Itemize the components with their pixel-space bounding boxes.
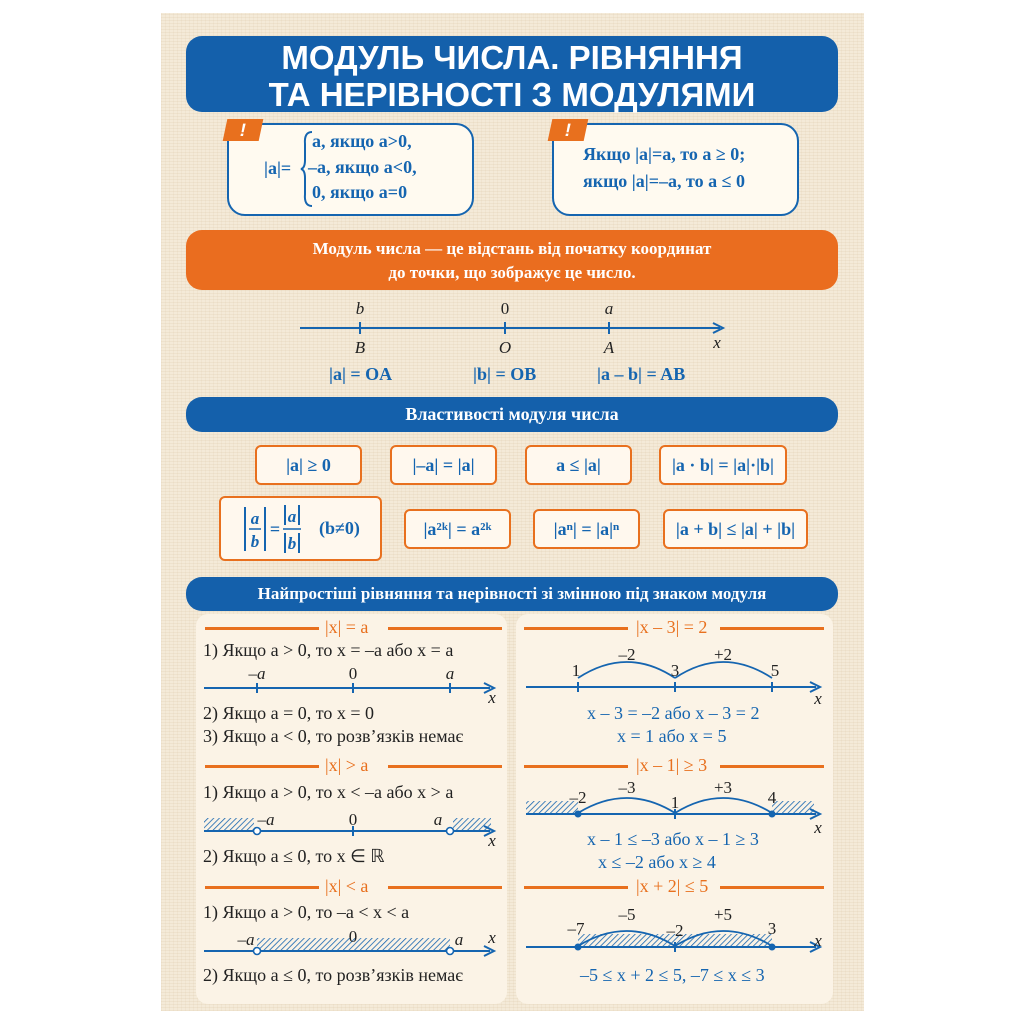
exclamation-icon: ! bbox=[548, 119, 589, 141]
ex3-arc-minus: –5 bbox=[618, 905, 636, 924]
ex1-rule-right bbox=[720, 627, 824, 630]
ex1-axis-x: x bbox=[814, 689, 822, 708]
definition-case-3: 0, якщо a=0 bbox=[312, 182, 408, 202]
ex3-rule-left bbox=[524, 886, 628, 889]
ex1-title: |x – 3| = 2 bbox=[636, 617, 708, 637]
svg-text:a: a bbox=[287, 506, 297, 526]
eq3-rule-right bbox=[388, 886, 502, 889]
property-product: |a · b| = |a|·|b| bbox=[659, 445, 787, 485]
ex3-title: |x + 2| ≤ 5 bbox=[636, 876, 709, 896]
svg-text:b: b bbox=[287, 533, 297, 553]
ex1-tick-1: 1 bbox=[571, 661, 581, 680]
definition-lhs: |a|= bbox=[264, 158, 292, 178]
eq2-number-line bbox=[198, 805, 506, 849]
eq2-tick-zero: 0 bbox=[348, 810, 358, 829]
distance-banner bbox=[186, 230, 838, 290]
eq2-case-1: 1) Якщо a > 0, то x < –a або x > a bbox=[203, 782, 454, 802]
ex1-arc-plus: +2 bbox=[713, 645, 733, 664]
ex2-tick-neg2: –2 bbox=[569, 788, 587, 807]
eq3-axis-x: x bbox=[488, 928, 496, 947]
axis-point-A: A bbox=[603, 338, 615, 357]
axis-label-zero: 0 bbox=[500, 299, 510, 318]
property-power: |aⁿ| = |a|ⁿ bbox=[533, 509, 640, 549]
ex1-number-line bbox=[520, 640, 830, 710]
eq3-title: |x| < a bbox=[325, 876, 369, 896]
eq3-tick-zero: 0 bbox=[348, 927, 358, 946]
axis-x-label: x bbox=[713, 333, 721, 352]
eq1-axis-x: x bbox=[488, 688, 496, 704]
eq3-tick-neg-a: –a bbox=[237, 930, 255, 949]
svg-text:=: = bbox=[269, 518, 281, 539]
title-line-1: МОДУЛЬ ЧИСЛА. РІВНЯННЯ bbox=[281, 39, 743, 76]
ex2-arc-minus: –3 bbox=[618, 778, 636, 797]
ex1-result-1: x – 3 = –2 або x – 3 = 2 bbox=[587, 703, 760, 723]
eq3-rule-left bbox=[205, 886, 319, 889]
axis-point-O: O bbox=[498, 338, 512, 357]
ex1-tick-5: 5 bbox=[770, 661, 780, 680]
eq3-number-line bbox=[198, 925, 506, 969]
ex2-result-2: x ≤ –2 або x ≥ 4 bbox=[598, 852, 716, 872]
quotient-formula bbox=[241, 501, 311, 557]
quotient-condition: (b≠0) bbox=[319, 518, 360, 538]
ex3-axis-x: x bbox=[814, 931, 822, 950]
property-quotient bbox=[219, 496, 382, 561]
distance-line-1: Модуль числа — це відстань від початку координат bbox=[312, 239, 712, 258]
property-opposite: |–a| = |a| bbox=[390, 445, 497, 485]
eq1-number-line bbox=[198, 662, 506, 704]
eq1-case-3: 3) Якщо a < 0, то розв’язків немає bbox=[203, 726, 464, 746]
eq1-tick-a: a bbox=[445, 664, 455, 683]
ex1-tick-3: 3 bbox=[670, 661, 680, 680]
ex2-axis-x: x bbox=[814, 818, 822, 837]
ex1-rule-left bbox=[524, 627, 628, 630]
ex2-arc-plus: +3 bbox=[713, 778, 733, 797]
eq2-case-2: 2) Якщо a ≤ 0, то x ∈ ℝ bbox=[203, 846, 385, 866]
definition-case-2: –a, якщо a<0, bbox=[308, 157, 417, 177]
distance-eq-oa: |a| = OA bbox=[329, 364, 393, 384]
axis-label-b: b bbox=[355, 299, 365, 318]
eq1-case-1: 1) Якщо a > 0, то x = –a або x = a bbox=[203, 640, 454, 660]
eq3-case-1: 1) Якщо a > 0, то –a < x < a bbox=[203, 902, 410, 922]
ex3-tick-neg7: –7 bbox=[567, 919, 585, 938]
eq1-tick-neg-a: –a bbox=[248, 664, 266, 683]
rule-line-1: Якщо |a|=a, то a ≥ 0; bbox=[583, 144, 746, 164]
eq3-case-2: 2) Якщо a ≤ 0, то розв’язків немає bbox=[203, 965, 463, 985]
simplest-banner: Найпростіші рівняння та нерівності зі змінною під знаком модуля bbox=[186, 577, 838, 611]
eq1-tick-zero: 0 bbox=[348, 664, 358, 683]
svg-text:a: a bbox=[250, 508, 260, 528]
rule-box bbox=[552, 123, 799, 216]
ex3-tick-3: 3 bbox=[767, 919, 777, 938]
eq1-rule-left bbox=[205, 627, 319, 630]
ex1-arc-minus: –2 bbox=[618, 645, 636, 664]
properties-banner: Властивості модуля числа bbox=[186, 397, 838, 432]
ex3-result-1: –5 ≤ x + 2 ≤ 5, –7 ≤ x ≤ 3 bbox=[580, 965, 765, 985]
distance-eq-ob: |b| = OB bbox=[473, 364, 537, 384]
eq2-tick-a: a bbox=[433, 810, 443, 829]
ex2-number-line bbox=[520, 775, 830, 837]
property-nonnegative: |a| ≥ 0 bbox=[255, 445, 362, 485]
eq2-axis-x: x bbox=[488, 831, 496, 849]
title-banner bbox=[186, 36, 838, 112]
property-less-than: a ≤ |a| bbox=[525, 445, 632, 485]
ex2-rule-left bbox=[524, 765, 628, 768]
ex3-number-line bbox=[520, 896, 830, 958]
property-triangle: |a + b| ≤ |a| + |b| bbox=[663, 509, 808, 549]
eq1-rule-right bbox=[388, 627, 502, 630]
property-even-power: |a²ᵏ| = a²ᵏ bbox=[404, 509, 511, 549]
ex2-tick-4: 4 bbox=[767, 788, 777, 807]
eq2-tick-neg-a: –a bbox=[257, 810, 275, 829]
title-line-2: ТА НЕРІВНОСТІ З МОДУЛЯМИ bbox=[268, 76, 756, 113]
ex2-result-1: x – 1 ≤ –3 або x – 1 ≥ 3 bbox=[587, 829, 759, 849]
ex3-rule-right bbox=[720, 886, 824, 889]
exclamation-icon: ! bbox=[223, 119, 264, 141]
ex2-rule-right bbox=[720, 765, 824, 768]
eq2-title: |x| > a bbox=[325, 755, 369, 775]
ex2-title: |x – 1| ≥ 3 bbox=[636, 755, 708, 775]
ex1-result-2: x = 1 або x = 5 bbox=[617, 726, 727, 746]
eq2-rule-left bbox=[205, 765, 319, 768]
distance-number-line bbox=[295, 296, 735, 358]
distance-line-2: до точки, що зображує це число. bbox=[388, 263, 636, 282]
rule-line-2: якщо |a|=–a, то a ≤ 0 bbox=[583, 171, 745, 191]
ex3-arc-plus: +5 bbox=[713, 905, 733, 924]
eq2-rule-right bbox=[388, 765, 502, 768]
ex3-tick-neg2: –2 bbox=[666, 921, 684, 940]
definition-case-1: a, якщо a>0, bbox=[312, 131, 412, 151]
axis-point-B: B bbox=[354, 338, 366, 357]
eq1-title: |x| = a bbox=[325, 617, 369, 637]
svg-text:b: b bbox=[250, 531, 260, 551]
axis-label-a: a bbox=[604, 299, 614, 318]
ex2-tick-1: 1 bbox=[670, 793, 680, 812]
eq1-case-2: 2) Якщо a = 0, то x = 0 bbox=[203, 703, 375, 723]
distance-eq-ab: |a – b| = AB bbox=[597, 364, 686, 384]
eq3-tick-a: a bbox=[454, 930, 464, 949]
